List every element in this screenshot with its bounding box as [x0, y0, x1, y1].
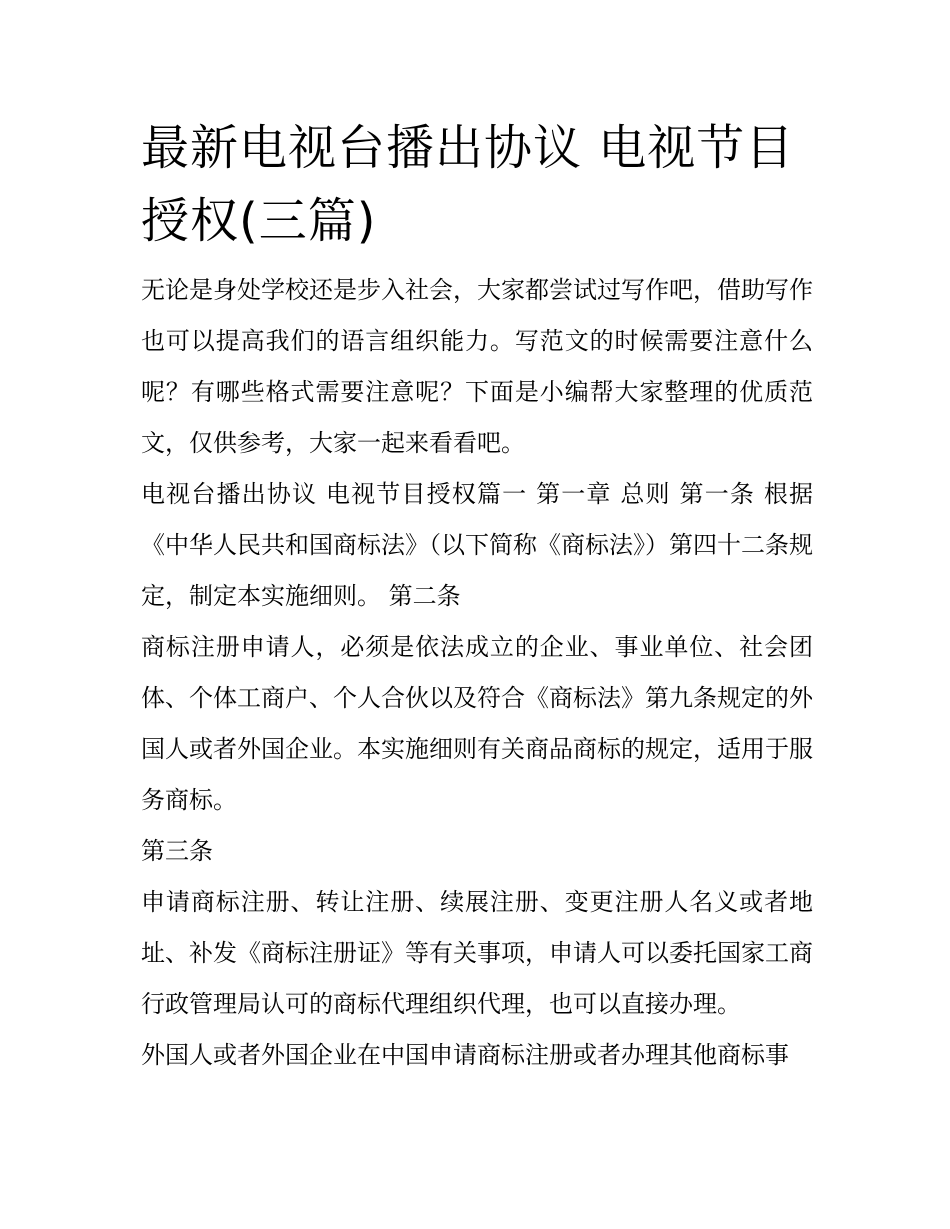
- paragraph-article-three-heading: 第三条: [141, 837, 213, 865]
- paragraph-chapter-one: 电视台播出协议 电视节目授权篇一 第一章 总则 第一条 根据《中华人民共和国商标法》（以下简称《商标法》）第四十二条规定，制定本实施细则。 第二条: [141, 480, 813, 610]
- document-title: 最新电视台播出协议 电视节目授权(三篇): [141, 120, 795, 249]
- paragraph-foreign-applicants: 外国人或者外国企业在中国申请商标注册或者办理其他商标事: [141, 1041, 789, 1069]
- paragraph-intro: 无论是身处学校还是步入社会，大家都尝试过写作吧，借助写作也可以提高我们的语言组织能力。写范文的时候需要注意什么呢？有哪些格式需要注意呢？下面是小编帮大家整理的优质范文，仅供参考，大家一起来看看吧。: [141, 276, 813, 457]
- document-content: [141, 112, 813, 1081]
- paragraph-article-three: 申请商标注册、转让注册、续展注册、变更注册人名义或者地址、补发《商标注册证》等有关事项，申请人可以委托国家工商行政管理局认可的商标代理组织代理，也可以直接办理。: [141, 888, 813, 1018]
- paragraph-article-two: 商标注册申请人，必须是依法成立的企业、事业单位、社会团体、个体工商户、个人合伙以及符合《商标法》第九条规定的外国人或者外国企业。本实施细则有关商品商标的规定，适用于服务商标。: [141, 633, 813, 814]
